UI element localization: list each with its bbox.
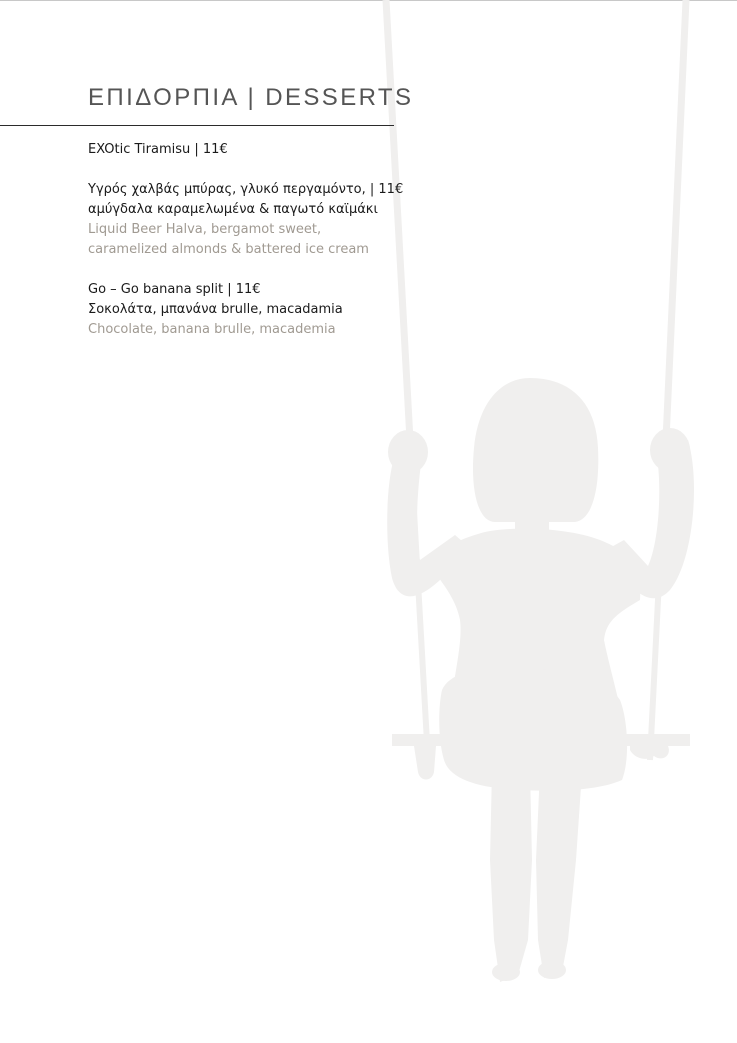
- item-description-english: Liquid Beer Halva, bergamot sweet,: [88, 222, 322, 237]
- item-description-greek: αμύγδαλα καραμελωμένα & παγωτό καϊμάκι: [88, 202, 378, 217]
- menu-item-banana-split: [88, 280, 508, 340]
- item-name: Υγρός χαλβάς μπύρας, γλυκό περγαμόντο, | 11€: [88, 182, 404, 197]
- item-description-english: caramelized almonds & battered ice cream: [88, 242, 369, 257]
- item-name: EXOtic Tiramisu | 11€: [88, 142, 228, 157]
- menu-item-tiramisu: [88, 140, 508, 160]
- item-name: Go – Go banana split | 11€: [88, 282, 261, 297]
- item-description-english: Chocolate, banana brulle, macademia: [88, 322, 336, 337]
- dessert-menu: [88, 140, 508, 360]
- page-title: ΕΠΙΔΟΡΠΙΑ | DESSERTS: [88, 84, 414, 111]
- item-description-greek: Σοκολάτα, μπανάνα brulle, macadamia: [88, 302, 343, 317]
- title-divider: [0, 125, 394, 126]
- menu-item-halva: [88, 180, 508, 260]
